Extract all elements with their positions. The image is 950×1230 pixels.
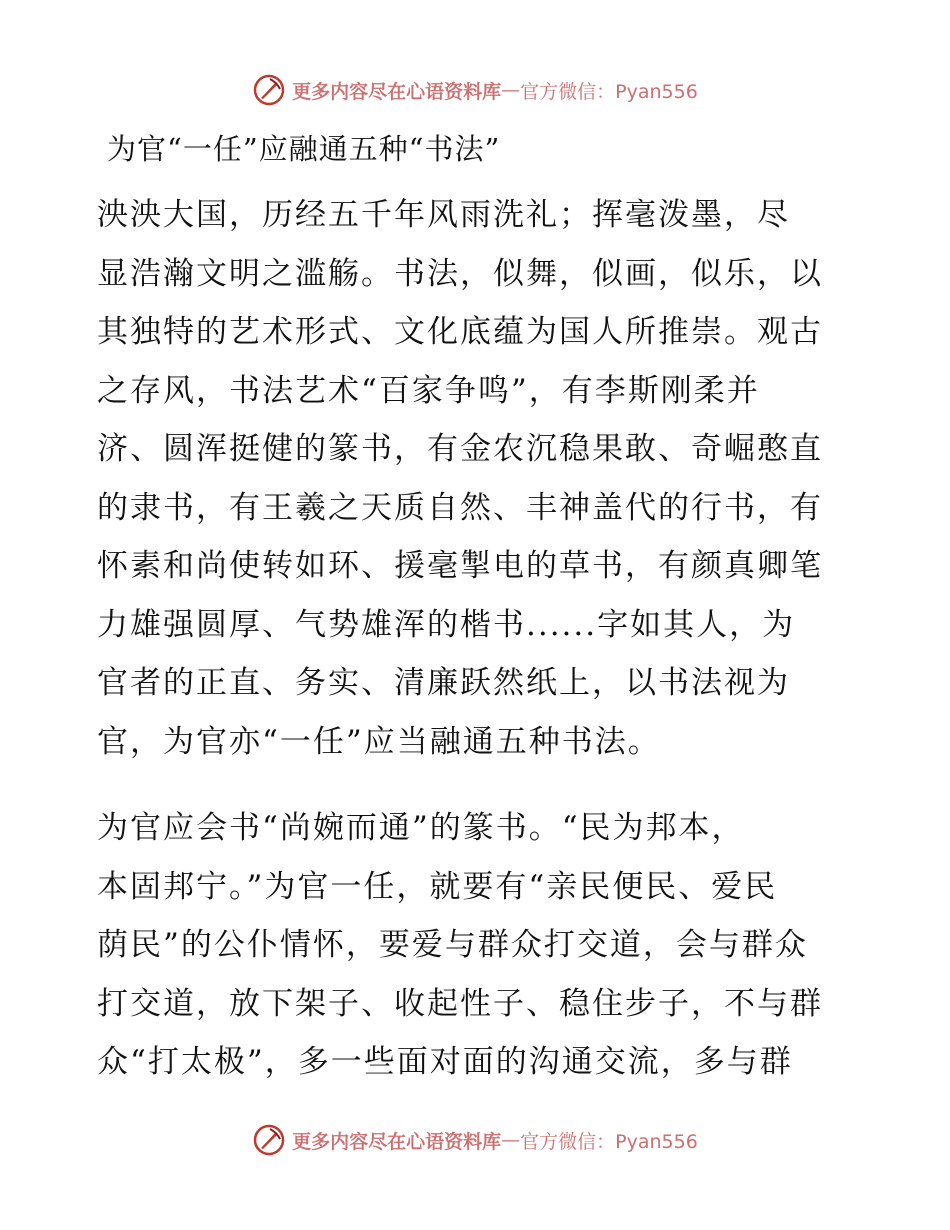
banner-dash: — (501, 1129, 521, 1151)
paragraph-line: 显浩瀚文明之滥觞。书法，似舞，似画，似乐，以 (97, 255, 823, 292)
quill-circle-icon (252, 1123, 286, 1157)
header-watermark-banner (0, 70, 950, 110)
paragraph-line: 泱泱大国，历经五千年风雨洗礼；挥毫泼墨，尽 (97, 197, 790, 233)
paragraph-line: 其独特的艺术形式、文化底蕴为国人所推崇。观古 (97, 314, 823, 350)
document-body (97, 124, 857, 1092)
paragraph-2 (97, 799, 857, 1092)
quill-circle-icon (252, 73, 286, 107)
site-name-text: 更多内容尽在心语资料库 (292, 1130, 502, 1153)
wechat-label-text: 官方微信：Pyan556 (520, 1130, 698, 1153)
paragraph-line: 怀素和尚使转如环、援毫掣电的草书，有颜真卿笔 (97, 548, 823, 584)
paragraph-line: 官，为官亦“一任”应当融通五种书法。 (97, 723, 661, 760)
paragraph-line: 本固邦宁。”为官一任，就要有“亲民便民、爱民 (97, 868, 778, 905)
footer-watermark-banner (0, 1120, 950, 1160)
paragraph-line: 济、圆浑挺健的篆书，有金农沉稳果敢、奇崛憨直 (97, 431, 823, 467)
paragraph-line: 的隶书，有王羲之天质自然、丰神盖代的行书，有 (97, 489, 823, 526)
paragraph-line: 荫民”的公仆情怀，要爱与群众打交道，会与群众 (97, 927, 808, 963)
paragraph-line: 打交道，放下架子、收起性子、稳住步子，不与群 (97, 985, 823, 1022)
document-title: 为官“一任”应融通五种“书法” (107, 132, 501, 166)
paragraph-line: 为官应会书“尚婉而通”的篆书。“民为邦本， (97, 810, 745, 846)
paragraph-line: 官者的正直、务实、清廉跃然纸上，以书法视为 (97, 665, 790, 701)
paragraph-line: 众“打太极”，多一些面对面的沟通交流，多与群 (97, 1044, 793, 1080)
wechat-label-text: 官方微信：Pyan556 (520, 80, 698, 103)
banner-dash: — (501, 79, 521, 101)
site-name-text: 更多内容尽在心语资料库 (292, 80, 502, 103)
paragraph-line: 之存风，书法艺术“百家争鸣”，有李斯刚柔并 (97, 372, 760, 409)
paragraph-line: 力雄强圆厚、气势雄浑的楷书......字如其人，为 (97, 606, 796, 643)
paragraph-1 (97, 186, 857, 771)
